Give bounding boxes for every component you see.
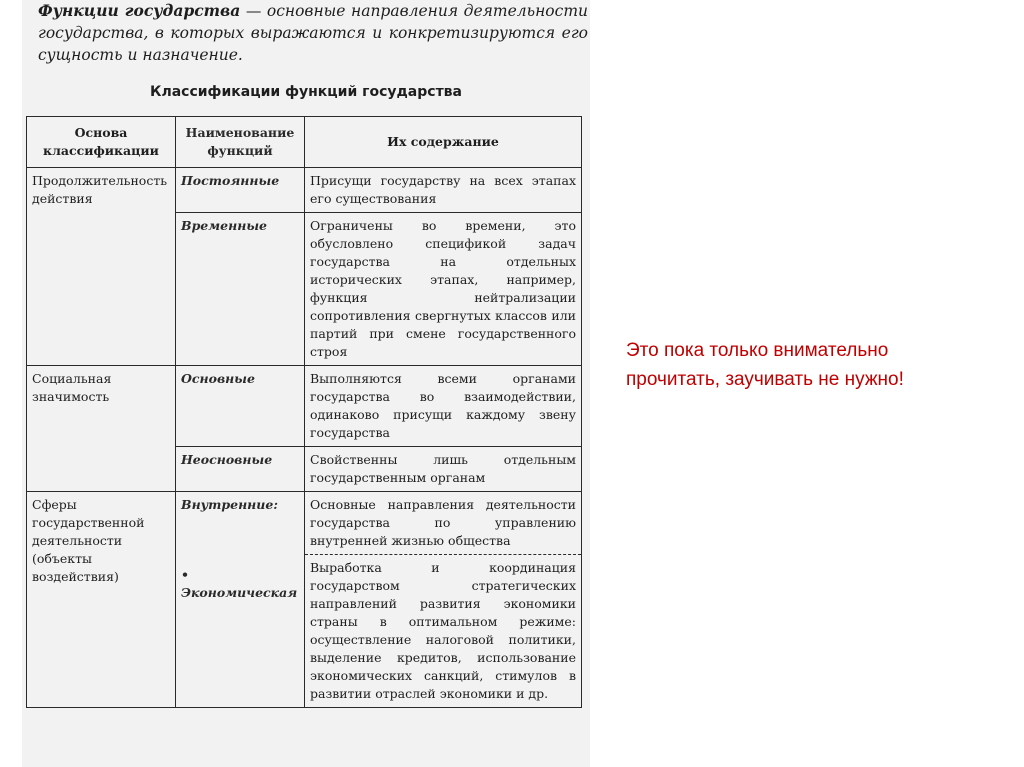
table-row <box>27 213 582 366</box>
header-basis: Основа классификации <box>27 117 176 168</box>
cell-basis <box>27 447 176 492</box>
cell-name: Постоянные <box>176 168 305 213</box>
cell-name-main: Внутренние: <box>181 497 278 512</box>
cell-content: Выполняются всеми органами государства во взаимодействии, одинаково присущи каждому звену государства <box>305 366 582 447</box>
definition-text: — основные направления деятельности государства, в которых выражаются и конкретизируются его сущность и назначение. <box>38 2 588 64</box>
table-row <box>27 447 582 492</box>
header-name: Наименование функций <box>176 117 305 168</box>
table-title: Классификации функций государства <box>150 84 462 100</box>
cell-basis: Социальная значимость <box>27 366 176 447</box>
cell-basis <box>27 213 176 366</box>
table-row <box>27 366 582 447</box>
classification-table <box>26 116 582 708</box>
table-row <box>27 492 582 555</box>
definition-paragraph <box>38 0 588 66</box>
table-header-row <box>27 117 582 168</box>
cell-content: Основные направления деятельности государства по управлению внутренней жизнью общества <box>305 492 582 555</box>
table-row <box>27 168 582 213</box>
cell-content: Выработка и координация государством стратегических направлений развития экономики страны в оптимальном режиме: осуществление налоговой политики, выделение кредитов, использование экономических санкций, стимулов в развитии отраслей экономики и др. <box>305 555 582 708</box>
instruction-note: Это пока только внимательно прочитать, заучивать не нужно! <box>626 340 904 390</box>
cell-basis: Сферы государственной деятельности (объекты воздействия) <box>27 492 176 708</box>
cell-content: Ограничены во времени, это обусловлено спецификой задач государства на отдельных исторических этапах, например, функция нейтрализации сопротивления свергнутых классов или партий при смене государственного строя <box>305 213 582 366</box>
cell-name: Основные <box>176 366 305 447</box>
cell-content: Свойственны лишь отдельным государственным органам <box>305 447 582 492</box>
scanned-page <box>22 0 590 767</box>
cell-name: Временные <box>176 213 305 366</box>
cell-basis: Продолжительность действия <box>27 168 176 213</box>
definition-term: Функции государства <box>38 1 241 20</box>
cell-content: Присущи государству на всех этапах его существования <box>305 168 582 213</box>
cell-name: Неосновные <box>176 447 305 492</box>
cell-name-sub: • Экономическая <box>181 567 298 600</box>
header-content: Их содержание <box>305 117 582 168</box>
cell-name <box>176 492 305 708</box>
